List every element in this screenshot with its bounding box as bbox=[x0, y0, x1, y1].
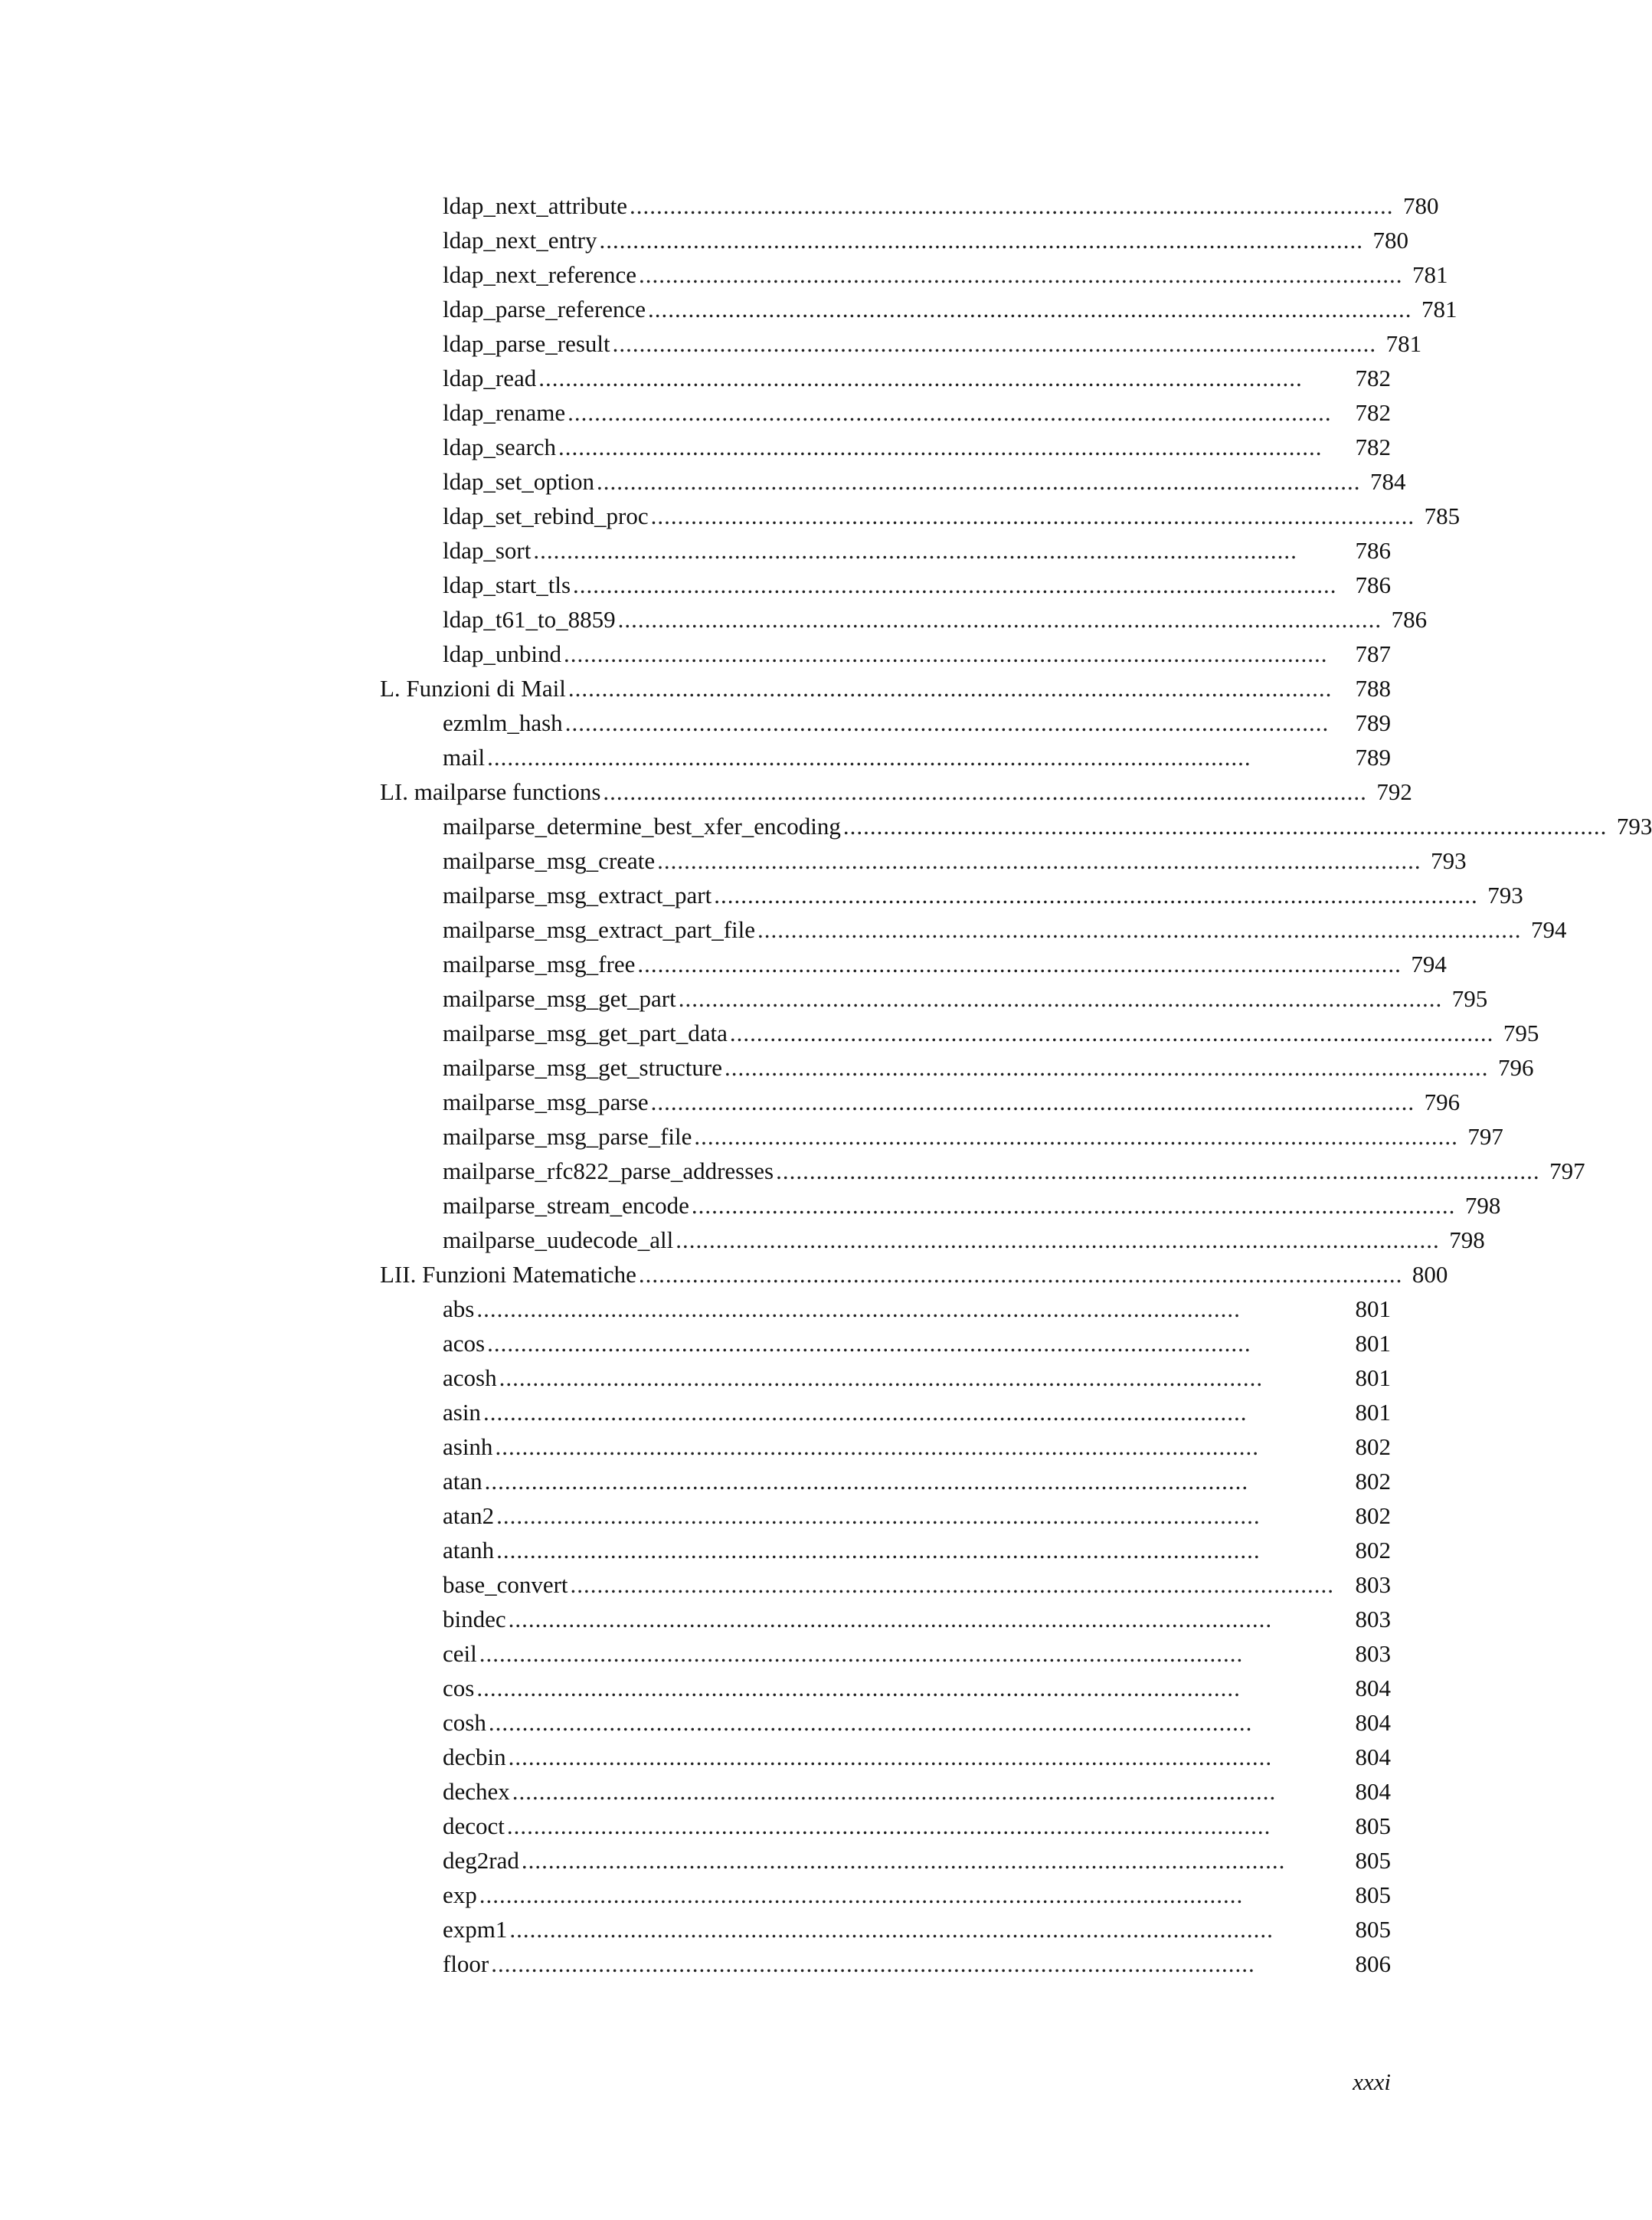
dot-leader: .................................................................................................................. bbox=[757, 916, 1522, 943]
toc-chapter-entry bbox=[380, 774, 1412, 809]
toc-entry-page: 786 bbox=[1355, 537, 1391, 564]
dot-leader: .................................................................................................................. bbox=[479, 1881, 1244, 1908]
toc-entry-title: mailparse_uudecode_all bbox=[443, 1226, 674, 1253]
toc-entry-title: ldap_sort bbox=[443, 537, 532, 564]
toc-entry-page: 781 bbox=[1412, 261, 1448, 288]
toc-entry-page: 797 bbox=[1549, 1157, 1585, 1184]
dot-leader: .................................................................................................................. bbox=[558, 434, 1323, 460]
toc-entry bbox=[380, 292, 1457, 326]
dot-leader: .................................................................................................................. bbox=[476, 1675, 1241, 1701]
toc-entry bbox=[380, 533, 1391, 568]
toc-entry bbox=[380, 637, 1391, 671]
dot-leader: .................................................................................................................. bbox=[564, 640, 1328, 667]
toc-entry-page: 796 bbox=[1424, 1089, 1461, 1115]
toc-entry bbox=[380, 1705, 1391, 1740]
toc-entry-title: mailparse_determine_best_xfer_encoding bbox=[443, 813, 841, 840]
toc-entry-title: dechex bbox=[443, 1778, 510, 1805]
toc-entry-title: expm1 bbox=[443, 1916, 508, 1943]
dot-leader: .................................................................................................................. bbox=[487, 1330, 1251, 1357]
toc-entry-title: acos bbox=[443, 1330, 486, 1357]
toc-entry bbox=[380, 568, 1391, 602]
toc-entry-title: ldap_next_attribute bbox=[443, 192, 628, 219]
dot-leader: .................................................................................................................. bbox=[564, 709, 1330, 736]
toc-entry-page: 787 bbox=[1355, 640, 1391, 667]
toc-entry-title: mail bbox=[443, 744, 486, 771]
toc-entry-title: exp bbox=[443, 1881, 477, 1908]
toc-entry bbox=[380, 981, 1488, 1016]
toc-entry-page: 788 bbox=[1355, 675, 1391, 702]
dot-leader: .................................................................................................................. bbox=[512, 1778, 1277, 1805]
toc-entry-page: 782 bbox=[1355, 434, 1391, 460]
dot-leader: .................................................................................................................. bbox=[496, 1537, 1261, 1563]
toc-entry-page: 789 bbox=[1355, 709, 1391, 736]
toc-entry-page: 793 bbox=[1487, 882, 1523, 909]
toc-entry-title: abs bbox=[443, 1295, 475, 1322]
toc-entry bbox=[380, 1188, 1501, 1223]
toc-entry bbox=[380, 223, 1408, 257]
toc-entry bbox=[380, 1774, 1391, 1809]
toc-entry-page: 786 bbox=[1391, 606, 1428, 633]
toc-entry-title: mailparse_stream_encode bbox=[443, 1192, 689, 1219]
toc-entry-page: 801 bbox=[1355, 1399, 1391, 1426]
dot-leader: .................................................................................................................. bbox=[496, 1502, 1261, 1529]
toc-entry-title: cosh bbox=[443, 1709, 486, 1736]
dot-leader: .................................................................................................................. bbox=[521, 1847, 1286, 1874]
dot-leader: .................................................................................................................. bbox=[637, 951, 1402, 977]
toc-entry-title: asin bbox=[443, 1399, 481, 1426]
toc-entry-page: 803 bbox=[1355, 1640, 1391, 1667]
dot-leader: .................................................................................................................. bbox=[776, 1157, 1540, 1184]
dot-leader: .................................................................................................................. bbox=[657, 847, 1421, 874]
toc-entry-title: mailparse_msg_get_part_data bbox=[443, 1020, 728, 1046]
toc-entry-title: deg2rad bbox=[443, 1847, 519, 1874]
toc-entry-page: 793 bbox=[1431, 847, 1467, 874]
toc-entry bbox=[380, 464, 1406, 499]
toc-entry-title: asinh bbox=[443, 1433, 493, 1460]
toc-entry-page: 789 bbox=[1355, 744, 1391, 771]
toc-entry bbox=[380, 1912, 1391, 1947]
dot-leader: .................................................................................................................. bbox=[491, 1950, 1255, 1977]
toc-entry-page: 780 bbox=[1403, 192, 1439, 219]
toc-entry-page: 801 bbox=[1355, 1330, 1391, 1357]
toc-entry-page: 804 bbox=[1355, 1709, 1391, 1736]
dot-leader: .................................................................................................................. bbox=[639, 261, 1403, 288]
toc-entry-page: 803 bbox=[1355, 1606, 1391, 1632]
toc-entry bbox=[380, 1050, 1534, 1085]
toc-entry-page: 782 bbox=[1355, 399, 1391, 426]
toc-entry bbox=[380, 1464, 1391, 1498]
toc-entry-page: 804 bbox=[1355, 1744, 1391, 1770]
toc-entry-page: 802 bbox=[1355, 1502, 1391, 1529]
dot-leader: .................................................................................................................. bbox=[568, 675, 1333, 702]
toc-entry bbox=[380, 1085, 1461, 1119]
toc-entry-title: mailparse_msg_get_structure bbox=[443, 1054, 723, 1081]
toc-entry bbox=[380, 1602, 1391, 1636]
toc-entry bbox=[380, 1154, 1585, 1188]
toc-entry-page: 805 bbox=[1355, 1881, 1391, 1908]
toc-entry bbox=[380, 1843, 1391, 1878]
toc-entry-title: atan bbox=[443, 1468, 483, 1495]
dot-leader: .................................................................................................................. bbox=[729, 1020, 1494, 1046]
toc-entry-page: 782 bbox=[1355, 365, 1391, 391]
dot-leader: .................................................................................................................. bbox=[483, 1399, 1248, 1426]
toc-entry-page: 798 bbox=[1464, 1192, 1501, 1219]
dot-leader: .................................................................................................................. bbox=[603, 778, 1367, 805]
toc-entry-title: ceil bbox=[443, 1640, 477, 1667]
dot-leader: .................................................................................................................. bbox=[694, 1123, 1458, 1150]
dot-leader: .................................................................................................................. bbox=[597, 468, 1361, 495]
dot-leader: .................................................................................................................. bbox=[691, 1192, 1456, 1219]
toc-entry-page: 786 bbox=[1355, 571, 1391, 598]
toc-entry-title: mailparse_rfc822_parse_addresses bbox=[443, 1157, 774, 1184]
dot-leader: .................................................................................................................. bbox=[484, 1468, 1249, 1495]
toc-entry-page: 803 bbox=[1355, 1571, 1391, 1598]
toc-entry bbox=[380, 878, 1523, 912]
toc-entry-page: 800 bbox=[1412, 1261, 1448, 1288]
toc-entry-title: LI. mailparse functions bbox=[380, 778, 601, 805]
toc-entry bbox=[380, 1429, 1391, 1464]
toc-entry bbox=[380, 1326, 1391, 1360]
toc-entry-page: 781 bbox=[1421, 296, 1457, 323]
toc-chapter-entry bbox=[380, 671, 1391, 706]
toc-entry-page: 784 bbox=[1370, 468, 1406, 495]
toc-entry bbox=[380, 499, 1461, 533]
dot-leader: .................................................................................................................. bbox=[508, 1606, 1273, 1632]
toc-entry bbox=[380, 1223, 1485, 1257]
toc-entry-page: 794 bbox=[1411, 951, 1447, 977]
toc-entry-page: 805 bbox=[1355, 1916, 1391, 1943]
toc-entry-title: ldap_set_rebind_proc bbox=[443, 503, 649, 529]
toc-entry-page: 801 bbox=[1355, 1295, 1391, 1322]
toc-entry-title: ldap_set_option bbox=[443, 468, 595, 495]
toc-entry-page: 797 bbox=[1467, 1123, 1503, 1150]
toc-entry-title: mailparse_msg_extract_part bbox=[443, 882, 712, 909]
toc-entry bbox=[380, 1809, 1391, 1843]
dot-leader: .................................................................................................................. bbox=[508, 1744, 1273, 1770]
toc-entry-page: 802 bbox=[1355, 1537, 1391, 1563]
toc-entry-page: 798 bbox=[1449, 1226, 1485, 1253]
toc-entry-page: 805 bbox=[1355, 1812, 1391, 1839]
dot-leader: .................................................................................................................. bbox=[487, 744, 1251, 771]
toc-entry-title: atan2 bbox=[443, 1502, 495, 1529]
dot-leader: .................................................................................................................. bbox=[509, 1916, 1274, 1943]
toc-entry bbox=[380, 430, 1391, 464]
dot-leader: .................................................................................................................. bbox=[676, 1226, 1440, 1253]
toc-entry-title: ldap_t61_to_8859 bbox=[443, 606, 616, 633]
dot-leader: .................................................................................................................. bbox=[499, 1364, 1264, 1391]
toc-entry-title: ldap_unbind bbox=[443, 640, 561, 667]
dot-leader: .................................................................................................................. bbox=[506, 1812, 1271, 1839]
toc-entry bbox=[380, 1878, 1391, 1912]
toc-entry-title: ldap_next_entry bbox=[443, 227, 597, 254]
toc-entry-title: mailparse_msg_free bbox=[443, 951, 636, 977]
toc-entry bbox=[380, 1947, 1391, 1981]
toc-entry bbox=[380, 188, 1439, 223]
toc-entry-title: floor bbox=[443, 1950, 489, 1977]
toc-entry-page: 795 bbox=[1451, 985, 1488, 1012]
toc-entry-title: ezmlm_hash bbox=[443, 709, 563, 736]
dot-leader: .................................................................................................................. bbox=[612, 330, 1377, 357]
toc-entry-title: base_convert bbox=[443, 1571, 568, 1598]
dot-leader: .................................................................................................................. bbox=[842, 813, 1608, 840]
toc-entry-page: 804 bbox=[1355, 1675, 1391, 1701]
toc-entry bbox=[380, 1740, 1391, 1774]
dot-leader: .................................................................................................................. bbox=[479, 1640, 1244, 1667]
toc-entry-title: acosh bbox=[443, 1364, 497, 1391]
toc-entry bbox=[380, 1671, 1391, 1705]
dot-leader: .................................................................................................................. bbox=[648, 296, 1412, 323]
toc-entry bbox=[380, 395, 1391, 430]
toc-entry-page: 781 bbox=[1385, 330, 1422, 357]
toc-entry-page: 793 bbox=[1616, 813, 1652, 840]
toc-entry-title: ldap_start_tls bbox=[443, 571, 571, 598]
dot-leader: .................................................................................................................. bbox=[488, 1709, 1253, 1736]
table-of-contents bbox=[380, 188, 1652, 1981]
toc-entry-title: ldap_parse_reference bbox=[443, 296, 646, 323]
toc-entry bbox=[380, 326, 1422, 361]
toc-entry bbox=[380, 809, 1652, 843]
toc-entry bbox=[380, 257, 1448, 292]
dot-leader: .................................................................................................................. bbox=[476, 1295, 1241, 1322]
dot-leader: .................................................................................................................. bbox=[538, 365, 1303, 391]
toc-entry-title: LII. Funzioni Matematiche bbox=[380, 1261, 636, 1288]
toc-entry-title: mailparse_msg_extract_part_file bbox=[443, 916, 756, 943]
toc-entry-title: L. Funzioni di Mail bbox=[380, 675, 566, 702]
dot-leader: .................................................................................................................. bbox=[725, 1054, 1489, 1081]
toc-entry-page: 801 bbox=[1355, 1364, 1391, 1391]
dot-leader: .................................................................................................................. bbox=[638, 1261, 1403, 1288]
toc-entry bbox=[380, 1360, 1391, 1395]
toc-entry-page: 796 bbox=[1498, 1054, 1534, 1081]
toc-entry-page: 802 bbox=[1355, 1433, 1391, 1460]
toc-entry-page: 805 bbox=[1355, 1847, 1391, 1874]
toc-entry-page: 792 bbox=[1376, 778, 1412, 805]
dot-leader: .................................................................................................................. bbox=[495, 1433, 1259, 1460]
toc-entry bbox=[380, 706, 1391, 740]
toc-entry-page: 806 bbox=[1355, 1950, 1391, 1977]
toc-entry-title: ldap_rename bbox=[443, 399, 566, 426]
toc-entry-title: cos bbox=[443, 1675, 475, 1701]
toc-entry-title: bindec bbox=[443, 1606, 506, 1632]
dot-leader: .................................................................................................................. bbox=[714, 882, 1478, 909]
toc-entry-page: 794 bbox=[1531, 916, 1567, 943]
dot-leader: .................................................................................................................. bbox=[617, 606, 1382, 633]
toc-entry-page: 802 bbox=[1355, 1468, 1391, 1495]
dot-leader: .................................................................................................................. bbox=[570, 1571, 1335, 1598]
toc-entry bbox=[380, 1292, 1391, 1326]
dot-leader: .................................................................................................................. bbox=[599, 227, 1363, 254]
toc-entry-title: atanh bbox=[443, 1537, 495, 1563]
toc-entry-page: 804 bbox=[1355, 1778, 1391, 1805]
toc-entry-title: mailparse_msg_create bbox=[443, 847, 656, 874]
toc-entry bbox=[380, 843, 1467, 878]
page-number: xxxi bbox=[1353, 2068, 1391, 2095]
toc-entry bbox=[380, 740, 1391, 774]
toc-entry-page: 780 bbox=[1372, 227, 1408, 254]
toc-entry bbox=[380, 947, 1447, 981]
toc-entry bbox=[380, 361, 1391, 395]
toc-entry bbox=[380, 1498, 1391, 1533]
toc-entry bbox=[380, 912, 1567, 947]
toc-entry bbox=[380, 1533, 1391, 1567]
toc-entry-page: 785 bbox=[1424, 503, 1461, 529]
toc-entry-page: 795 bbox=[1503, 1020, 1539, 1046]
dot-leader: .................................................................................................................. bbox=[650, 503, 1415, 529]
toc-entry-title: ldap_read bbox=[443, 365, 537, 391]
toc-entry bbox=[380, 602, 1428, 637]
toc-entry-title: mailparse_msg_parse_file bbox=[443, 1123, 692, 1150]
toc-entry-title: decoct bbox=[443, 1812, 505, 1839]
dot-leader: .................................................................................................................. bbox=[650, 1089, 1415, 1115]
toc-entry-title: ldap_search bbox=[443, 434, 557, 460]
toc-entry bbox=[380, 1016, 1539, 1050]
toc-entry bbox=[380, 1636, 1391, 1671]
toc-entry-title: ldap_next_reference bbox=[443, 261, 637, 288]
dot-leader: .................................................................................................................. bbox=[678, 985, 1443, 1012]
toc-entry-title: ldap_parse_result bbox=[443, 330, 610, 357]
dot-leader: .................................................................................................................. bbox=[568, 399, 1332, 426]
toc-chapter-entry bbox=[380, 1257, 1448, 1292]
dot-leader: .................................................................................................................. bbox=[630, 192, 1394, 219]
toc-entry-title: decbin bbox=[443, 1744, 506, 1770]
dot-leader: .................................................................................................................. bbox=[573, 571, 1337, 598]
toc-entry-title: mailparse_msg_get_part bbox=[443, 985, 676, 1012]
dot-leader: .................................................................................................................. bbox=[533, 537, 1297, 564]
toc-entry bbox=[380, 1119, 1503, 1154]
toc-entry bbox=[380, 1567, 1391, 1602]
toc-entry-title: mailparse_msg_parse bbox=[443, 1089, 649, 1115]
toc-entry bbox=[380, 1395, 1391, 1429]
